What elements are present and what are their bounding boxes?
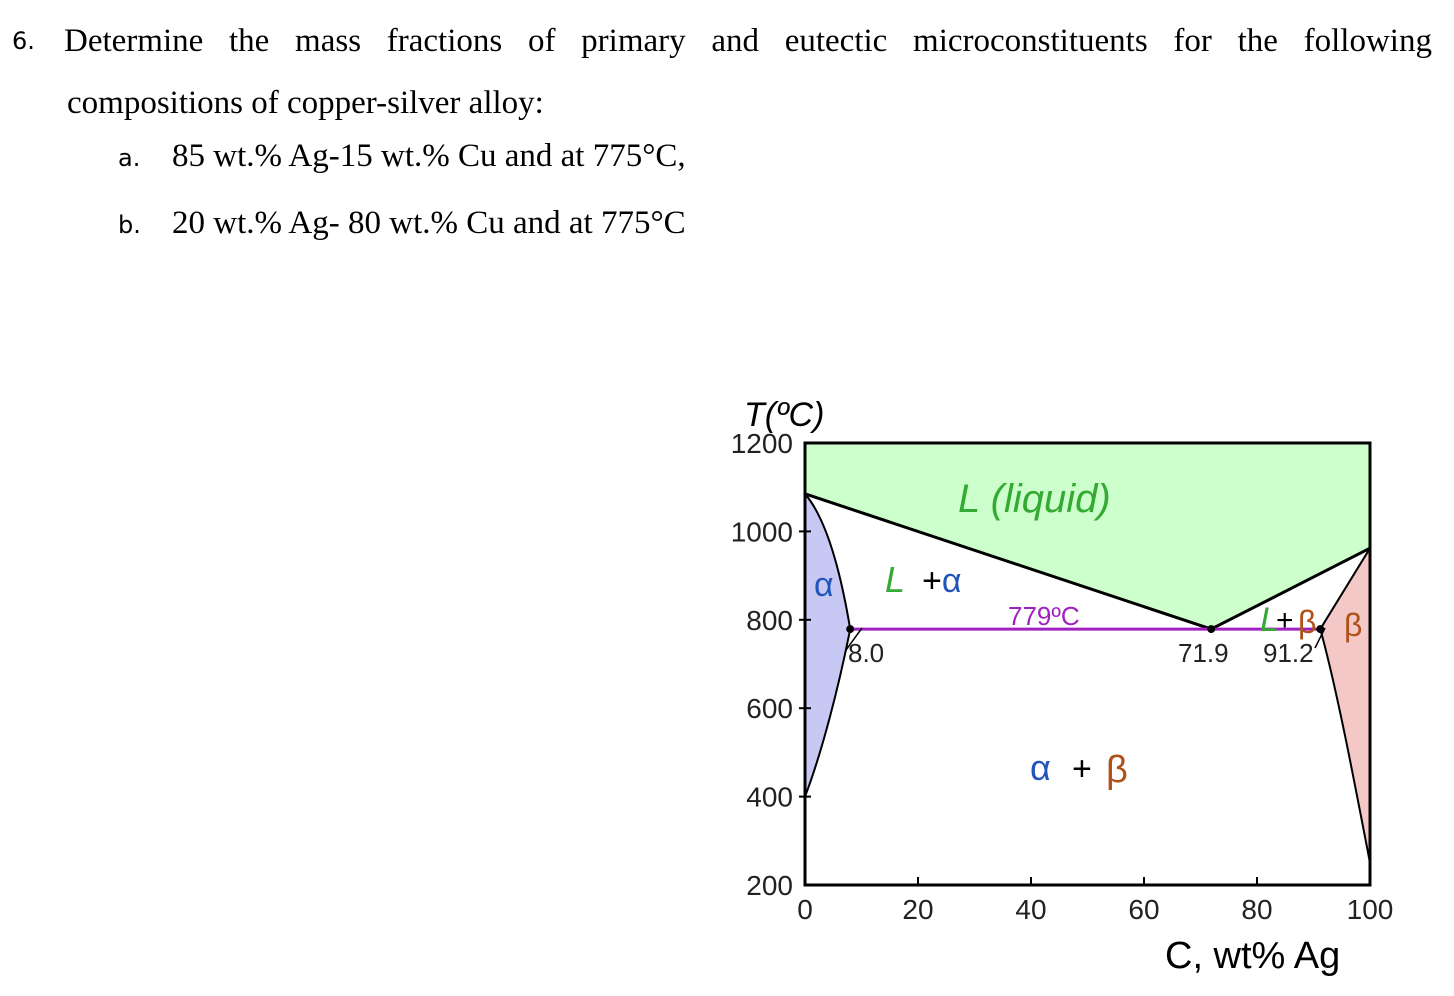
eutectic-composition-label: 71.9 xyxy=(1178,638,1229,668)
x-tick-label: 20 xyxy=(902,894,934,925)
question-word: following xyxy=(1303,23,1432,59)
y-tick-label: 800 xyxy=(746,604,793,636)
l-plus-alpha-l-label: L xyxy=(885,559,906,600)
question-word: the xyxy=(1237,23,1278,59)
x-tick-label: 0 xyxy=(797,894,813,925)
l-plus-beta-l-label: L xyxy=(1260,601,1279,639)
y-tick-label: 200 xyxy=(746,870,793,901)
alpha-plus-beta-alpha-label: α xyxy=(1030,747,1051,788)
alpha-region xyxy=(805,494,850,797)
alpha-symbol: α xyxy=(941,562,962,600)
beta-min-composition-label: 91.2 xyxy=(1263,638,1314,668)
y-tick-label: 400 xyxy=(746,781,793,813)
sub-question-text: 20 wt.% Ag- 80 wt.% Cu and at 775°C xyxy=(172,205,686,241)
sub-question-letter: b. xyxy=(118,211,141,239)
l-plus-alpha-label xyxy=(922,562,962,600)
l-plus-beta-plus-label: + xyxy=(1276,604,1294,637)
question-word: the xyxy=(229,23,270,59)
question-word: primary xyxy=(581,23,686,59)
beta-phase-label: β xyxy=(1344,607,1363,643)
sub-question-text: 85 wt.% Ag-15 wt.% Cu and at 775°C, xyxy=(172,138,686,174)
y-tick-label: 600 xyxy=(746,693,793,725)
phase-diagram xyxy=(700,380,1400,980)
plus-sign: + xyxy=(922,562,942,600)
alpha-plus-beta-beta-label: β xyxy=(1106,749,1128,791)
x-tick-label: 80 xyxy=(1241,894,1273,925)
alpha-plus-beta-plus-label: + xyxy=(1072,750,1092,788)
x-tick-label: 100 xyxy=(1346,894,1394,925)
x-tick-label: 40 xyxy=(1015,894,1047,925)
eutectic-temperature-label: 779ºC xyxy=(1008,601,1080,631)
question-word: Determine xyxy=(64,23,204,59)
question-word: eutectic xyxy=(784,23,888,59)
question-word: and xyxy=(711,23,759,59)
x-axis-label: C, wt% Ag xyxy=(1165,935,1341,977)
liquid-label: L (liquid) xyxy=(958,477,1111,521)
liquid-region xyxy=(805,443,1370,629)
sub-question-b xyxy=(118,205,686,242)
l-plus-beta-beta-label: β xyxy=(1298,604,1317,640)
question-text-line-2: compositions of copper-silver alloy: xyxy=(67,85,544,121)
eutectic-point xyxy=(1207,625,1215,633)
question-number: 6. xyxy=(12,27,35,55)
sub-question-letter: a. xyxy=(118,144,141,172)
question-word: fractions xyxy=(386,23,503,59)
x-tick-label: 60 xyxy=(1128,894,1160,925)
alpha-max-point xyxy=(846,625,854,633)
alpha-max-composition-label: 8.0 xyxy=(848,638,885,668)
question-word: microconstituents xyxy=(913,23,1148,59)
y-tick-label: 1200 xyxy=(730,428,793,459)
question-text-line-1 xyxy=(64,10,1432,72)
question-word: mass xyxy=(295,23,362,59)
question-word: of xyxy=(527,23,556,59)
alpha-phase-label: α xyxy=(814,566,834,604)
question-word: for xyxy=(1173,23,1212,59)
question-line-1 xyxy=(12,10,1432,72)
y-axis-ticks xyxy=(731,428,811,901)
y-axis-label: T(ºC) xyxy=(744,396,825,434)
sub-question-a xyxy=(118,138,686,175)
y-tick-label: 1000 xyxy=(730,516,793,548)
beta-region xyxy=(1320,548,1370,863)
question xyxy=(12,10,1432,134)
